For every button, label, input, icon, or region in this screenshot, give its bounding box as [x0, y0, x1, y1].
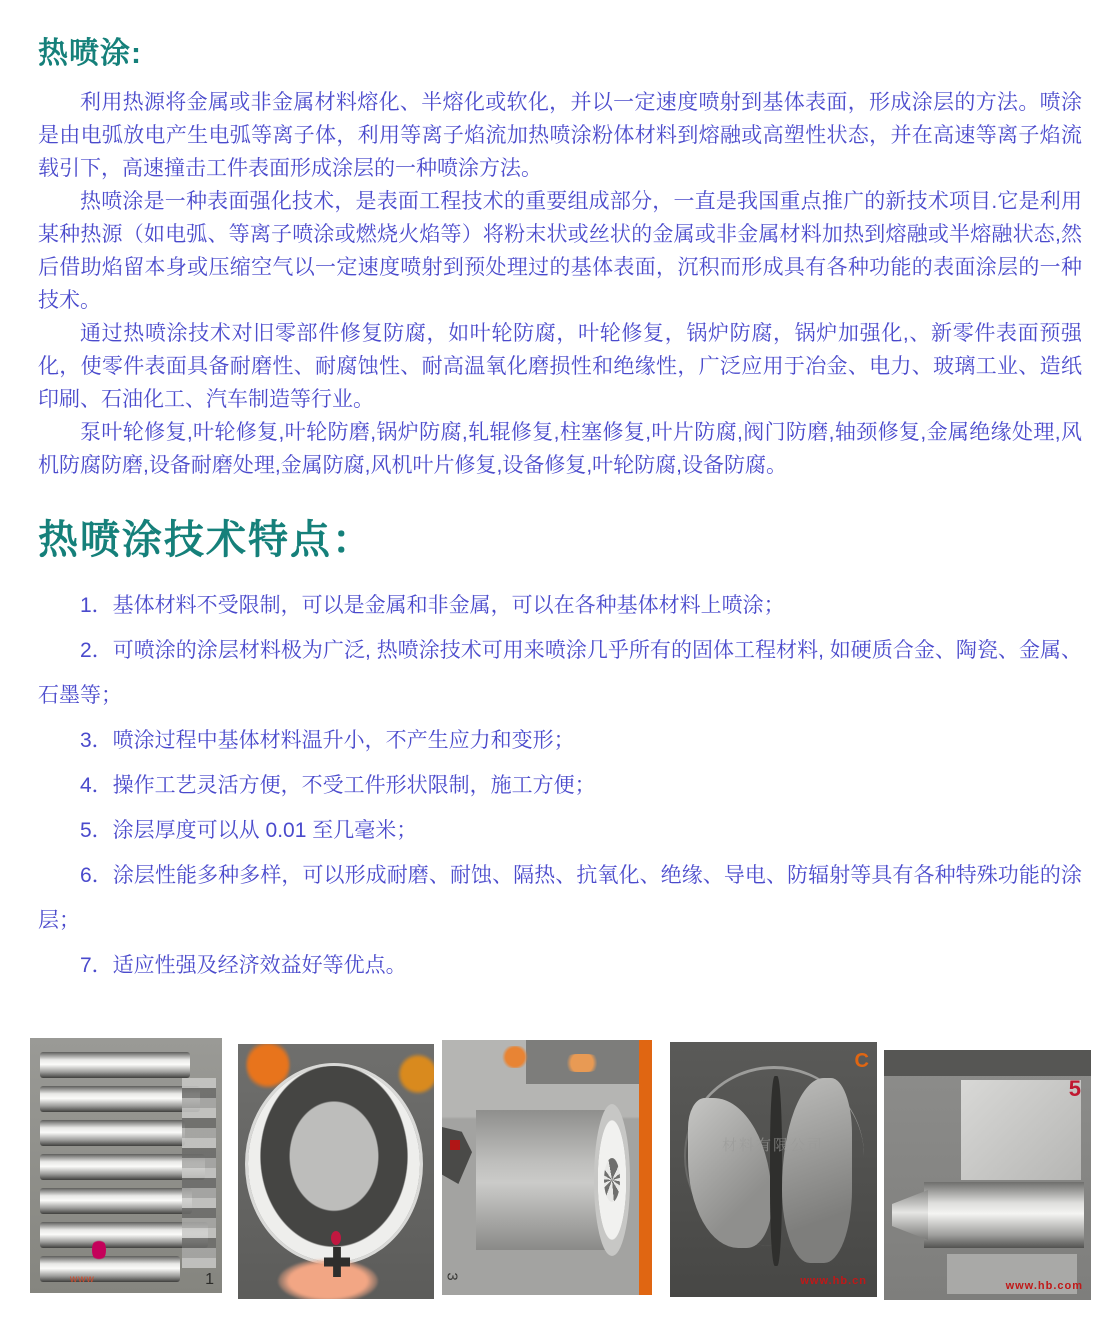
light-block [961, 1080, 1081, 1180]
feature-item-3: 3．喷涂过程中基体材料温升小，不产生应力和变形； [80, 729, 575, 752]
feature-item-4: 4．操作工艺灵活方便，不受工件形状限制，施工方便； [80, 774, 596, 797]
photo-repaired-shaft-parts [30, 1038, 222, 1293]
intro-paragraph-1: 利用热源将金属或非金属材料熔化、半熔化或软化，并以一定速度喷射到基体表面，形成涂层的方法。喷涂是由电弧放电产生电弧等离子体，利用等离子焰流加热喷涂粉体材料到熔融或高塑性状态，并在高速等离子焰流载引下，高速撞击工件表面形成涂层的一种喷涂方法。 [38, 91, 1082, 180]
metal-shaft [40, 1154, 205, 1180]
photo-ceramic-coated-ring [238, 1044, 434, 1299]
red-mark [331, 1231, 341, 1245]
photo-watermark: www [70, 1274, 95, 1285]
spray-gun [442, 1126, 472, 1184]
shaft-tips [182, 1078, 216, 1268]
photo-watermark: www.hb.cn [800, 1275, 867, 1287]
metal-shaft [40, 1086, 200, 1112]
metal-shaft [40, 1052, 190, 1078]
plunger-cylinder [924, 1182, 1084, 1248]
intro-paragraph-3: 通过热喷涂技术对旧零部件修复防腐，如叶轮防腐，叶轮修复，锅炉防腐，锅炉加强化,、新零件表面预强化，使零件表面具备耐磨性、耐腐蚀性、耐高温氧化磨损性和绝缘性，广泛应用于冶金、电力、玻璃工业、造纸印刷、石油化工、汽车制造等行业。 [38, 322, 1082, 411]
photo-plunger-on-lathe [884, 1050, 1091, 1300]
flange-hub [604, 1158, 620, 1202]
photo-impeller-blade [670, 1042, 877, 1297]
feature-item-2: 2．可喷涂的涂层材料极为广泛, 热喷涂技术可用来喷涂几乎所有的固体工程材料, 如硬质合金、陶瓷、金属、石墨等； [38, 639, 1082, 707]
feature-item-6: 6．涂层性能多种多样，可以形成耐磨、耐蚀、隔热、抗氧化、绝缘、导电、防辐射等具有各种特殊功能的涂层； [38, 864, 1082, 932]
photo-number-label: 5 [1068, 1076, 1081, 1101]
magenta-mark [92, 1238, 106, 1262]
lathe-beam [884, 1050, 1091, 1076]
heading-thermal-spray: 热喷涂: [38, 37, 142, 70]
plunger-cone [892, 1190, 928, 1240]
photo-coated-roller [442, 1040, 652, 1295]
feature-item-1: 1．基体材料不受限制，可以是金属和非金属，可以在各种基体材料上喷涂； [80, 594, 785, 617]
metal-shaft [40, 1188, 192, 1214]
red-mark [450, 1140, 460, 1150]
metal-shaft [40, 1256, 180, 1282]
orange-patch [500, 1046, 530, 1068]
orange-stripe [639, 1040, 652, 1295]
feature-item-7: 7．适应性强及经济效益好等优点。 [80, 954, 407, 977]
blade-slit [770, 1076, 782, 1266]
flame-spot [398, 1052, 434, 1096]
photo-watermark: www.hb.com [1005, 1280, 1083, 1292]
feature-item-5: 5．涂层厚度可以从 0.01 至几毫米； [80, 819, 418, 842]
photo-number-label: C [854, 1050, 869, 1072]
gray-watermark: 材料有限公司 [722, 1137, 825, 1154]
photo-number-label: 1 [205, 1271, 214, 1288]
intro-paragraph-2: 热喷涂是一种表面强化技术，是表面工程技术的重要组成部分，一直是我国重点推广的新技术项目.它是利用某种热源（如电弧、等离子喷涂或燃烧火焰等）将粉末状或丝状的金属或非金属材料加热到熔融或半熔融状态,然后借助焰留本身或压缩空气以一定速度喷射到预处理过的基体表面，沉积而形成具有各种功能的表面涂层的一种技术。 [38, 190, 1082, 312]
metal-shaft [40, 1120, 185, 1146]
feature-list [38, 583, 1082, 988]
photo-strip [30, 1036, 1082, 1300]
orange-patch [562, 1054, 602, 1072]
heading-features: 热喷涂技术特点： [38, 518, 374, 562]
photo-number-label: 3 [443, 1272, 461, 1281]
intro-paragraph-4: 泵叶轮修复,叶轮修复,叶轮防磨,锅炉防腐,轧辊修复,柱塞修复,叶片防腐,阀门防磨,轴颈修复,金属绝缘处理,风机防腐防磨,设备耐磨处理,金属防腐,风机叶片修复,设备修复,叶轮防腐,设备防腐。 [38, 421, 1082, 477]
